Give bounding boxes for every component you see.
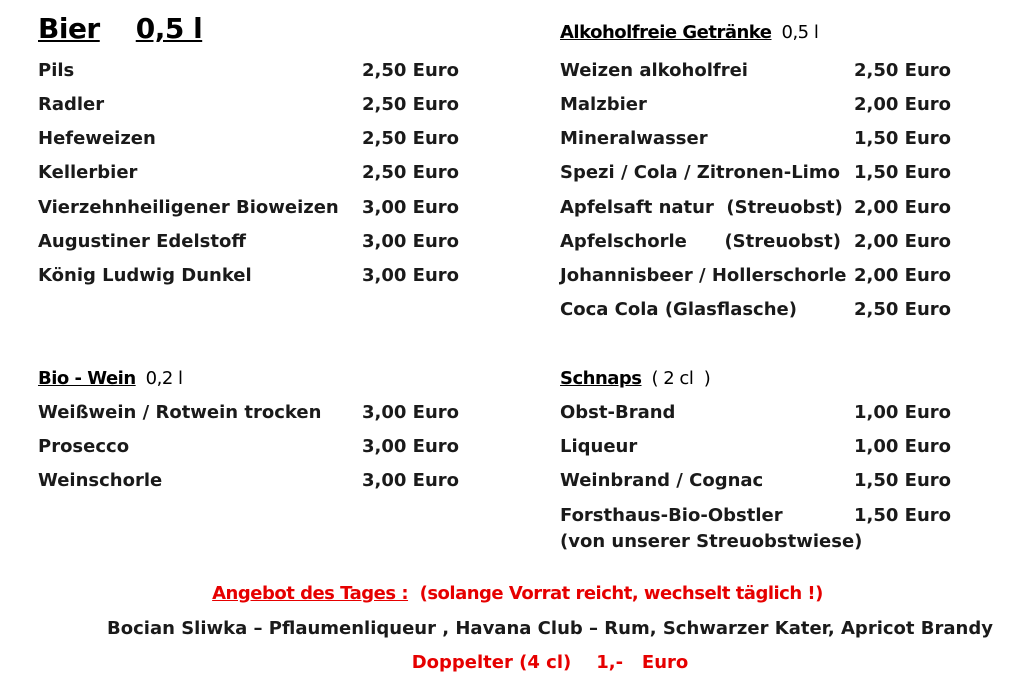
item-price: 2,50 Euro <box>362 128 460 149</box>
schnaps-title: Schnaps <box>560 368 642 389</box>
item-price: 2,50 Euro <box>362 94 460 115</box>
item-name: Weißwein / Rotwein trocken <box>38 402 322 423</box>
item-price: 2,00 Euro <box>854 94 952 115</box>
item-price: 2,00 Euro <box>854 265 952 286</box>
item-price: 3,00 Euro <box>362 436 460 457</box>
beer-heading <box>38 12 202 45</box>
item-name: Coca Cola (Glasflasche) <box>560 299 797 320</box>
item-name: Mineralwasser <box>560 128 708 149</box>
item-price: 3,00 Euro <box>362 402 460 423</box>
item-price: 3,00 Euro <box>362 470 460 491</box>
item-price: 2,50 Euro <box>362 162 460 183</box>
item-name: Prosecco <box>38 436 130 457</box>
item-name: Malzbier <box>560 94 647 115</box>
item-name: Weinbrand / Cognac <box>560 470 764 491</box>
item-price: 2,50 Euro <box>362 60 460 81</box>
item-price: 1,00 Euro <box>854 402 952 423</box>
item-name: Apfelsaft natur (Streuobst) <box>560 197 843 218</box>
schnaps-heading <box>560 368 710 389</box>
special-heading <box>0 583 1035 604</box>
special-items: Bocian Sliwka – Pflaumenliqueur , Havana Club – Rum, Schwarzer Kater, Apricot Brandy <box>107 618 993 639</box>
schnaps-size: ( 2 cl ) <box>651 368 711 389</box>
item-price: 2,50 Euro <box>854 60 952 81</box>
item-name: König Ludwig Dunkel <box>38 265 252 286</box>
item-name: Augustiner Edelstoff <box>38 231 246 252</box>
item-price: 2,00 Euro <box>854 231 952 252</box>
special-price: Doppelter (4 cl) 1,- Euro <box>411 652 689 673</box>
item-name: Pils <box>38 60 75 81</box>
softdrinks-size: 0,5 l <box>781 22 819 43</box>
wine-size: 0,2 l <box>145 368 183 389</box>
item-name: Hefeweizen <box>38 128 156 149</box>
item-name: Vierzehnheiligener Bioweizen <box>38 197 339 218</box>
softdrinks-title: Alkoholfreie Getränke <box>560 22 772 43</box>
item-price: 2,50 Euro <box>854 299 952 320</box>
wine-title: Bio - Wein <box>38 368 136 389</box>
item-price: 1,50 Euro <box>854 470 952 491</box>
special-label: Angebot des Tages : <box>212 583 409 604</box>
beer-size: 0,5 l <box>135 12 203 45</box>
item-price: 2,00 Euro <box>854 197 952 218</box>
special-condition: (solange Vorrat reicht, wechselt täglich !) <box>419 583 823 604</box>
softdrinks-heading <box>560 22 818 43</box>
item-price: 1,00 Euro <box>854 436 952 457</box>
item-name: Johannisbeer / Hollerschorle <box>560 265 847 286</box>
item-name: Weinschorle <box>38 470 163 491</box>
wine-heading <box>38 368 183 389</box>
item-name: Liqueur <box>560 436 638 457</box>
item-name: Obst-Brand <box>560 402 676 423</box>
beer-title: Bier <box>38 12 100 45</box>
item-price: 1,50 Euro <box>854 162 952 183</box>
schnaps-note: (von unserer Streuobstwiese) <box>560 531 863 552</box>
item-name: Weizen alkoholfrei <box>560 60 748 81</box>
item-name: Forsthaus-Bio-Obstler <box>560 505 783 526</box>
item-name: Kellerbier <box>38 162 138 183</box>
item-name: Spezi / Cola / Zitronen-Limo <box>560 162 840 183</box>
item-price: 3,00 Euro <box>362 197 460 218</box>
item-price: 1,50 Euro <box>854 128 952 149</box>
item-name: Radler <box>38 94 105 115</box>
item-price: 3,00 Euro <box>362 265 460 286</box>
item-name: Apfelschorle (Streuobst) <box>560 231 841 252</box>
item-price: 1,50 Euro <box>854 505 952 526</box>
item-price: 3,00 Euro <box>362 231 460 252</box>
